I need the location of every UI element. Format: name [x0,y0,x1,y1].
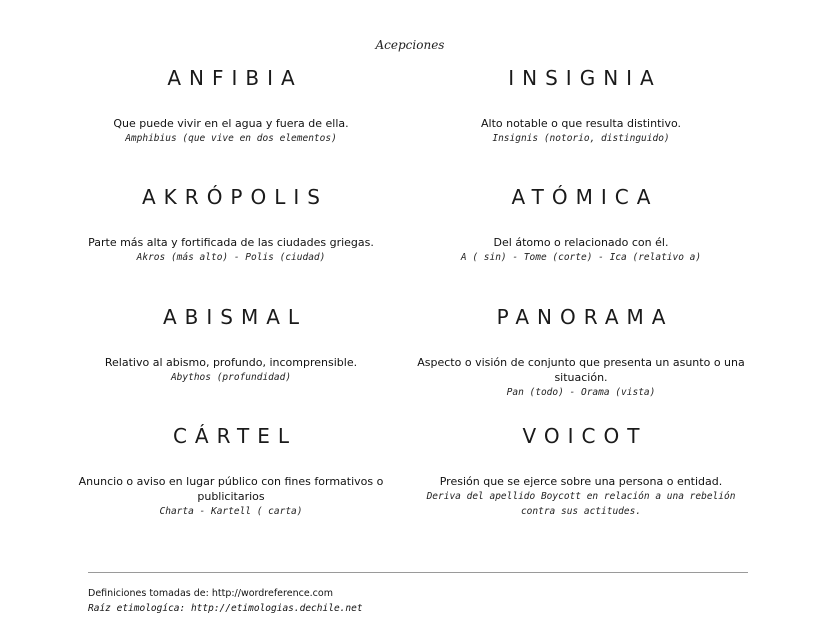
entry-word: ABISMAL [162,305,308,329]
entry-definition: Anuncio o aviso en lugar público con fines formativos o publicitarios [78,475,384,503]
footer-roots: Raíz etimologíca: http://etimologias.dechile.net [88,603,363,614]
entry-definition: Del átomo o relacionado con él. [493,236,669,249]
entry-etymology: Deriva del apellido Boycott en relación a una rebelión contra sus actitudes. [426,491,736,517]
entry-etymology: Amphibius (que vive en dos elementos) [125,133,337,144]
entry-word: VOICOT [522,424,648,448]
entry-anfibia [66,64,396,146]
entry-panorama [416,303,746,400]
entry-etymology: Pan (todo) - Orama (vista) [506,387,656,398]
entry-definition: Alto notable o que resulta distintivo. [480,117,681,130]
entry-word: INSIGNIA [508,66,662,90]
entry-abismal [66,303,396,385]
entry-definition: Presión que se ejerce sobre una persona o entidad. [439,475,723,488]
entry-definition: Aspecto o visión de conjunto que presenta un asunto o una situación. [417,356,745,384]
entry-voicot [416,422,746,519]
page-title: Acepciones [375,38,445,52]
entry-word: ATÓMICA [511,185,659,209]
entry-etymology: Insignis (notorio, distinguido) [492,133,670,144]
entry-word: CÁRTEL [172,424,298,448]
entry-etymology: Abythos (profundidad) [170,372,292,383]
entry-atomica [416,183,746,265]
footer-sources: Definiciones tomadas de: http://wordreference.com [88,588,333,599]
entry-definition: Que puede vivir en el agua y fuera de ella. [113,117,349,130]
footer-divider [88,572,748,573]
entry-etymology: Charta - Kartell ( carta) [159,506,303,517]
entry-akropolis [66,183,396,265]
entry-word: ANFIBIA [167,66,303,90]
entry-etymology: A ( sin) - Tome (corte) - Ica (relativo a) [460,252,702,263]
entry-etymology: Akros (más alto) - Polis (ciudad) [136,252,326,263]
entry-word: PANORAMA [496,305,674,329]
entry-definition: Relativo al abismo, profundo, incomprensible. [104,356,358,369]
entry-cartel [66,422,396,519]
entry-definition: Parte más alta y fortificada de las ciudades griegas. [88,236,374,249]
entry-insignia [416,64,746,146]
entry-word: AKRÓPOLIS [142,185,328,209]
